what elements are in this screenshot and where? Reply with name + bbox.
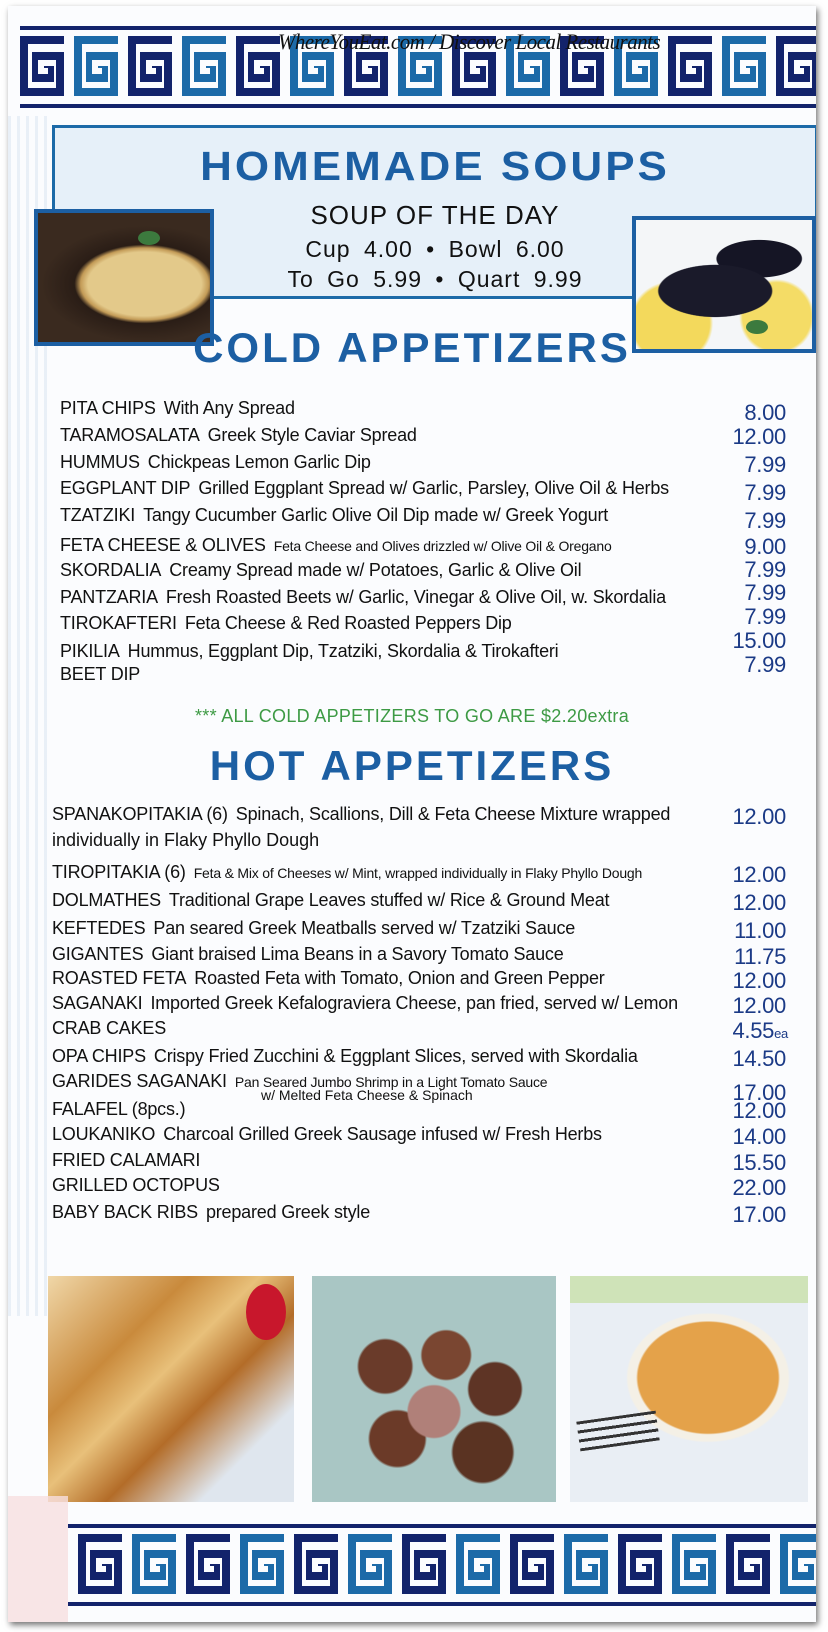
item-price: 14.50 <box>732 1046 786 1071</box>
item-name: HUMMUS <box>60 452 140 472</box>
greek-key-tile <box>186 1534 230 1594</box>
item-description: Feta Cheese and Olives drizzled w/ Olive Oil & Oregano <box>273 538 612 554</box>
item-description: Grilled Eggplant Spread w/ Garlic, Parsley, Olive Oil & Herbs <box>198 478 669 498</box>
menu-item <box>52 1124 602 1145</box>
menu-item <box>52 1099 185 1120</box>
greek-key-tile <box>132 1534 176 1594</box>
item-description: Creamy Spread made w/ Potatoes, Garlic & Olive Oil <box>169 560 582 580</box>
item-description: Crispy Fried Zucchini & Eggplant Slices, served with Skordalia <box>153 1046 638 1066</box>
item-price: 12.00 <box>732 993 786 1018</box>
item-price: 7.99 <box>744 557 786 582</box>
meatballs-photo <box>312 1276 556 1502</box>
menu-item <box>52 1046 638 1067</box>
item-name: KEFTEDES <box>52 918 146 938</box>
item-price: 7.99 <box>744 652 786 677</box>
item-description: Feta & Mix of Cheeses w/ Mint, wrapped individually in Flaky Phyllo Dough <box>193 865 643 881</box>
greek-key-tile <box>128 36 172 96</box>
item-price: 7.99 <box>744 452 786 477</box>
menu-item <box>60 587 666 608</box>
price-value: 4.55 <box>732 1018 775 1043</box>
item-name: GRILLED OCTOPUS <box>52 1175 220 1195</box>
menu-item <box>52 944 564 965</box>
item-name: FETA CHEESE & OLIVES <box>60 535 266 555</box>
greek-key-tile <box>780 1534 816 1594</box>
menu-item <box>52 993 678 1014</box>
menu-item <box>60 398 295 419</box>
greek-key-tile <box>456 1534 500 1594</box>
menu-item <box>60 478 669 499</box>
item-description: Greek Style Caviar Spread <box>207 425 417 445</box>
item-name: PIKILIA <box>60 641 120 661</box>
item-description: Feta Cheese & Red Roasted Peppers Dip <box>184 613 512 633</box>
menu-item <box>60 505 608 526</box>
cold-to-go-note: *** ALL COLD APPETIZERS TO GO ARE $2.20extra <box>194 706 630 726</box>
menu-item <box>60 425 417 446</box>
item-price: 17.00 <box>732 1202 786 1227</box>
item-name: TIROPITAKIA (6) <box>52 862 186 882</box>
price-unit: ea <box>774 1026 788 1041</box>
item-name: ROASTED FETA <box>52 968 187 988</box>
item-name: TIROKAFTERI <box>60 613 177 633</box>
item-price: 14.00 <box>732 1124 786 1149</box>
item-name: OPA CHIPS <box>52 1046 146 1066</box>
menu-item <box>52 890 609 911</box>
item-name: PANTZARIA <box>60 587 158 607</box>
item-description: With Any Spread <box>163 398 295 418</box>
item-description: Tangy Cucumber Garlic Olive Oil Dip made w/ Greek Yogurt <box>143 505 609 525</box>
greek-key-border-bottom <box>8 1516 816 1604</box>
greek-key-tile <box>618 1534 662 1594</box>
soup-prices-line-1: Cup 4.00 • Bowl 6.00 <box>305 236 565 262</box>
item-name: LOUKANIKO <box>52 1124 156 1144</box>
item-price: 12.00 <box>732 968 786 993</box>
greek-key-tile <box>672 1534 716 1594</box>
greek-key-tile <box>402 1534 446 1594</box>
item-price: 9.00 <box>744 534 786 559</box>
item-price: 12.00 <box>732 862 786 887</box>
item-name: TARAMOSALATA <box>60 425 200 445</box>
item-price: 12.00 <box>732 424 786 449</box>
item-description: Roasted Feta with Tomato, Onion and Green Pepper <box>194 968 605 988</box>
item-description-continued: individually in Flaky Phyllo Dough <box>52 830 320 850</box>
greek-key-tile <box>20 36 64 96</box>
greek-key-tile <box>722 36 766 96</box>
item-price: 15.00 <box>732 628 786 653</box>
item-description-continued: w/ Melted Feta Cheese & Spinach <box>261 1087 473 1103</box>
item-price: 7.99 <box>744 508 786 533</box>
greek-key-tile <box>776 36 816 96</box>
item-name: GARIDES SAGANAKI <box>52 1071 227 1091</box>
watermark-text: WhereYouEat.com / Discover Local Restaurants <box>278 29 661 54</box>
item-price <box>708 1018 788 1044</box>
item-price: 17.00 <box>732 1080 786 1105</box>
greek-key-tile <box>240 1534 284 1594</box>
menu-item <box>52 1018 166 1039</box>
item-price: 7.99 <box>744 580 786 605</box>
cold-appetizers-title: COLD APPETIZERS <box>193 324 631 371</box>
item-price: 22.00 <box>732 1175 786 1200</box>
item-price: 7.99 <box>744 480 786 505</box>
item-name: SKORDALIA <box>60 560 162 580</box>
parsley-garnish <box>138 231 160 245</box>
menu-item <box>52 918 575 939</box>
greek-key-tile <box>726 1534 770 1594</box>
menu-item <box>60 613 512 634</box>
item-name: PITA CHIPS <box>60 398 156 418</box>
item-description: Spinach, Scallions, Dill & Feta Cheese Mixture wrapped <box>235 804 671 824</box>
item-description: Traditional Grape Leaves stuffed w/ Rice & Ground Meat <box>168 890 610 910</box>
greek-key-tile <box>182 36 226 96</box>
item-price: 11.75 <box>734 944 786 969</box>
item-description: Hummus, Eggplant Dip, Tzatziki, Skordalia & Tirokafteri <box>127 641 559 661</box>
menu-item <box>60 560 581 581</box>
item-price: 15.50 <box>732 1150 786 1175</box>
menu-item <box>60 641 558 662</box>
hot-appetizers-title: HOT APPETIZERS <box>209 742 615 789</box>
item-price: 7.99 <box>744 604 786 629</box>
item-price: 12.00 <box>732 890 786 915</box>
item-name: GIGANTES <box>52 944 144 964</box>
menu-item <box>52 804 670 825</box>
item-price: 12.00 <box>732 1098 786 1123</box>
item-name: FALAFEL (8pcs.) <box>52 1099 186 1119</box>
greek-key-tile <box>668 36 712 96</box>
item-description: Fresh Roasted Beets w/ Garlic, Vinegar & Olive Oil, w. Skordalia <box>165 587 666 607</box>
menu-item <box>52 1150 200 1171</box>
item-name: BEET DIP <box>60 664 141 684</box>
menu-page <box>8 6 816 1622</box>
menu-item <box>52 862 642 883</box>
item-name: FRIED CALAMARI <box>52 1150 201 1170</box>
greek-key-pattern <box>78 1534 816 1598</box>
soup-of-the-day: SOUP OF THE DAY <box>310 200 560 230</box>
menu-item <box>60 535 612 556</box>
menu-item <box>52 1202 370 1223</box>
item-description: Giant braised Lima Beans in a Savory Tomato Sauce <box>151 944 564 964</box>
item-description: Imported Greek Kefalograviera Cheese, pan fried, served w/ Lemon <box>150 993 678 1013</box>
menu-item <box>60 664 140 685</box>
item-description: Chickpeas Lemon Garlic Dip <box>147 452 371 472</box>
soup-prices-line-2: To Go 5.99 • Quart 9.99 <box>287 266 583 292</box>
menu-item <box>52 1175 220 1196</box>
menu-item <box>52 968 605 989</box>
fork-icon <box>576 1411 659 1452</box>
greek-key-tile <box>78 1534 122 1594</box>
greek-key-tile <box>294 1534 338 1594</box>
item-name: DOLMATHES <box>52 890 161 910</box>
item-price: 8.00 <box>744 400 786 425</box>
greek-key-tile <box>74 36 118 96</box>
item-name: TZATZIKI <box>60 505 136 525</box>
item-description: Charcoal Grilled Greek Sausage infused w/ Fresh Herbs <box>163 1124 602 1144</box>
greek-key-tile <box>564 1534 608 1594</box>
soups-title: HOMEMADE SOUPS <box>200 144 670 190</box>
greek-key-tile <box>236 36 280 96</box>
menu-item <box>60 452 371 473</box>
item-price: 12.00 <box>732 804 786 829</box>
item-name: SAGANAKI <box>52 993 143 1013</box>
greek-key-tile <box>510 1534 554 1594</box>
greek-key-tile <box>348 1534 392 1594</box>
phyllo-pies-photo <box>48 1276 294 1502</box>
item-name: BABY BACK RIBS <box>52 1202 198 1222</box>
item-price: 11.00 <box>734 918 786 943</box>
item-name: EGGPLANT DIP <box>60 478 191 498</box>
item-name: SPANAKOPITAKIA (6) <box>52 804 228 824</box>
item-description: Pan seared Greek Meatballs served w/ Tzatziki Sauce <box>153 918 576 938</box>
item-description: prepared Greek style <box>205 1202 371 1222</box>
fried-cheese-photo <box>570 1276 808 1502</box>
item-name: CRAB CAKES <box>52 1018 167 1038</box>
item-description: Pan Seared Jumbo Shrimp in a Light Tomato Sauce <box>234 1074 548 1090</box>
